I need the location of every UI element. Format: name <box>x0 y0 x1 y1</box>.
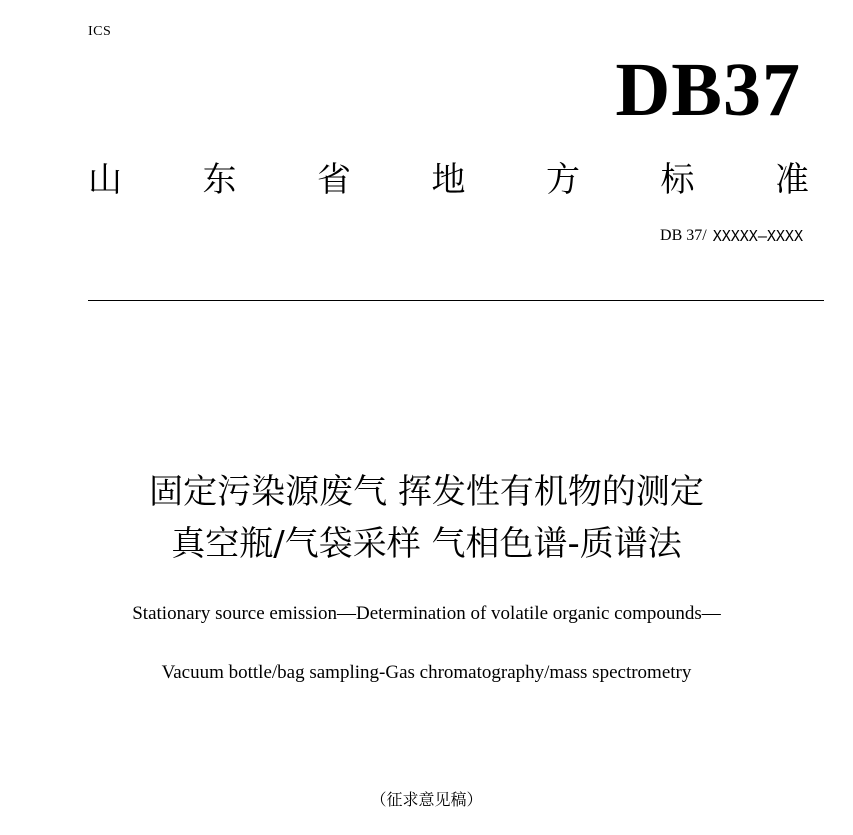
standard-type-char: 东 <box>202 159 237 200</box>
standard-type-char: 标 <box>660 159 695 200</box>
header-divider <box>88 300 824 301</box>
standard-type-char: 山 <box>88 159 122 200</box>
standard-number-prefix: DB 37/ <box>660 227 707 244</box>
standard-number <box>660 227 803 245</box>
chinese-title-line-2: 真空瓶/气袋采样 气相色谱-质谱法 <box>171 524 682 564</box>
standard-type <box>88 152 809 200</box>
standard-number-body: XXXXX—XXXX <box>712 227 803 245</box>
english-title-line-2: Vacuum bottle/bag sampling-Gas chromatography/mass spectrometry <box>161 662 692 683</box>
standard-type-char: 地 <box>431 159 466 200</box>
standard-type-char: 准 <box>775 159 809 200</box>
ics-label: ICS <box>88 24 112 39</box>
db-code: DB37 <box>615 48 801 132</box>
draft-note: （征求意见稿） <box>370 790 483 809</box>
english-title-line-1: Stationary source emission—Determination of volatile organic compounds— <box>132 603 721 624</box>
standard-type-char: 方 <box>546 159 580 200</box>
chinese-title-line-1: 固定污染源废气 挥发性有机物的测定 <box>149 472 704 512</box>
standard-type-char: 省 <box>317 159 351 200</box>
